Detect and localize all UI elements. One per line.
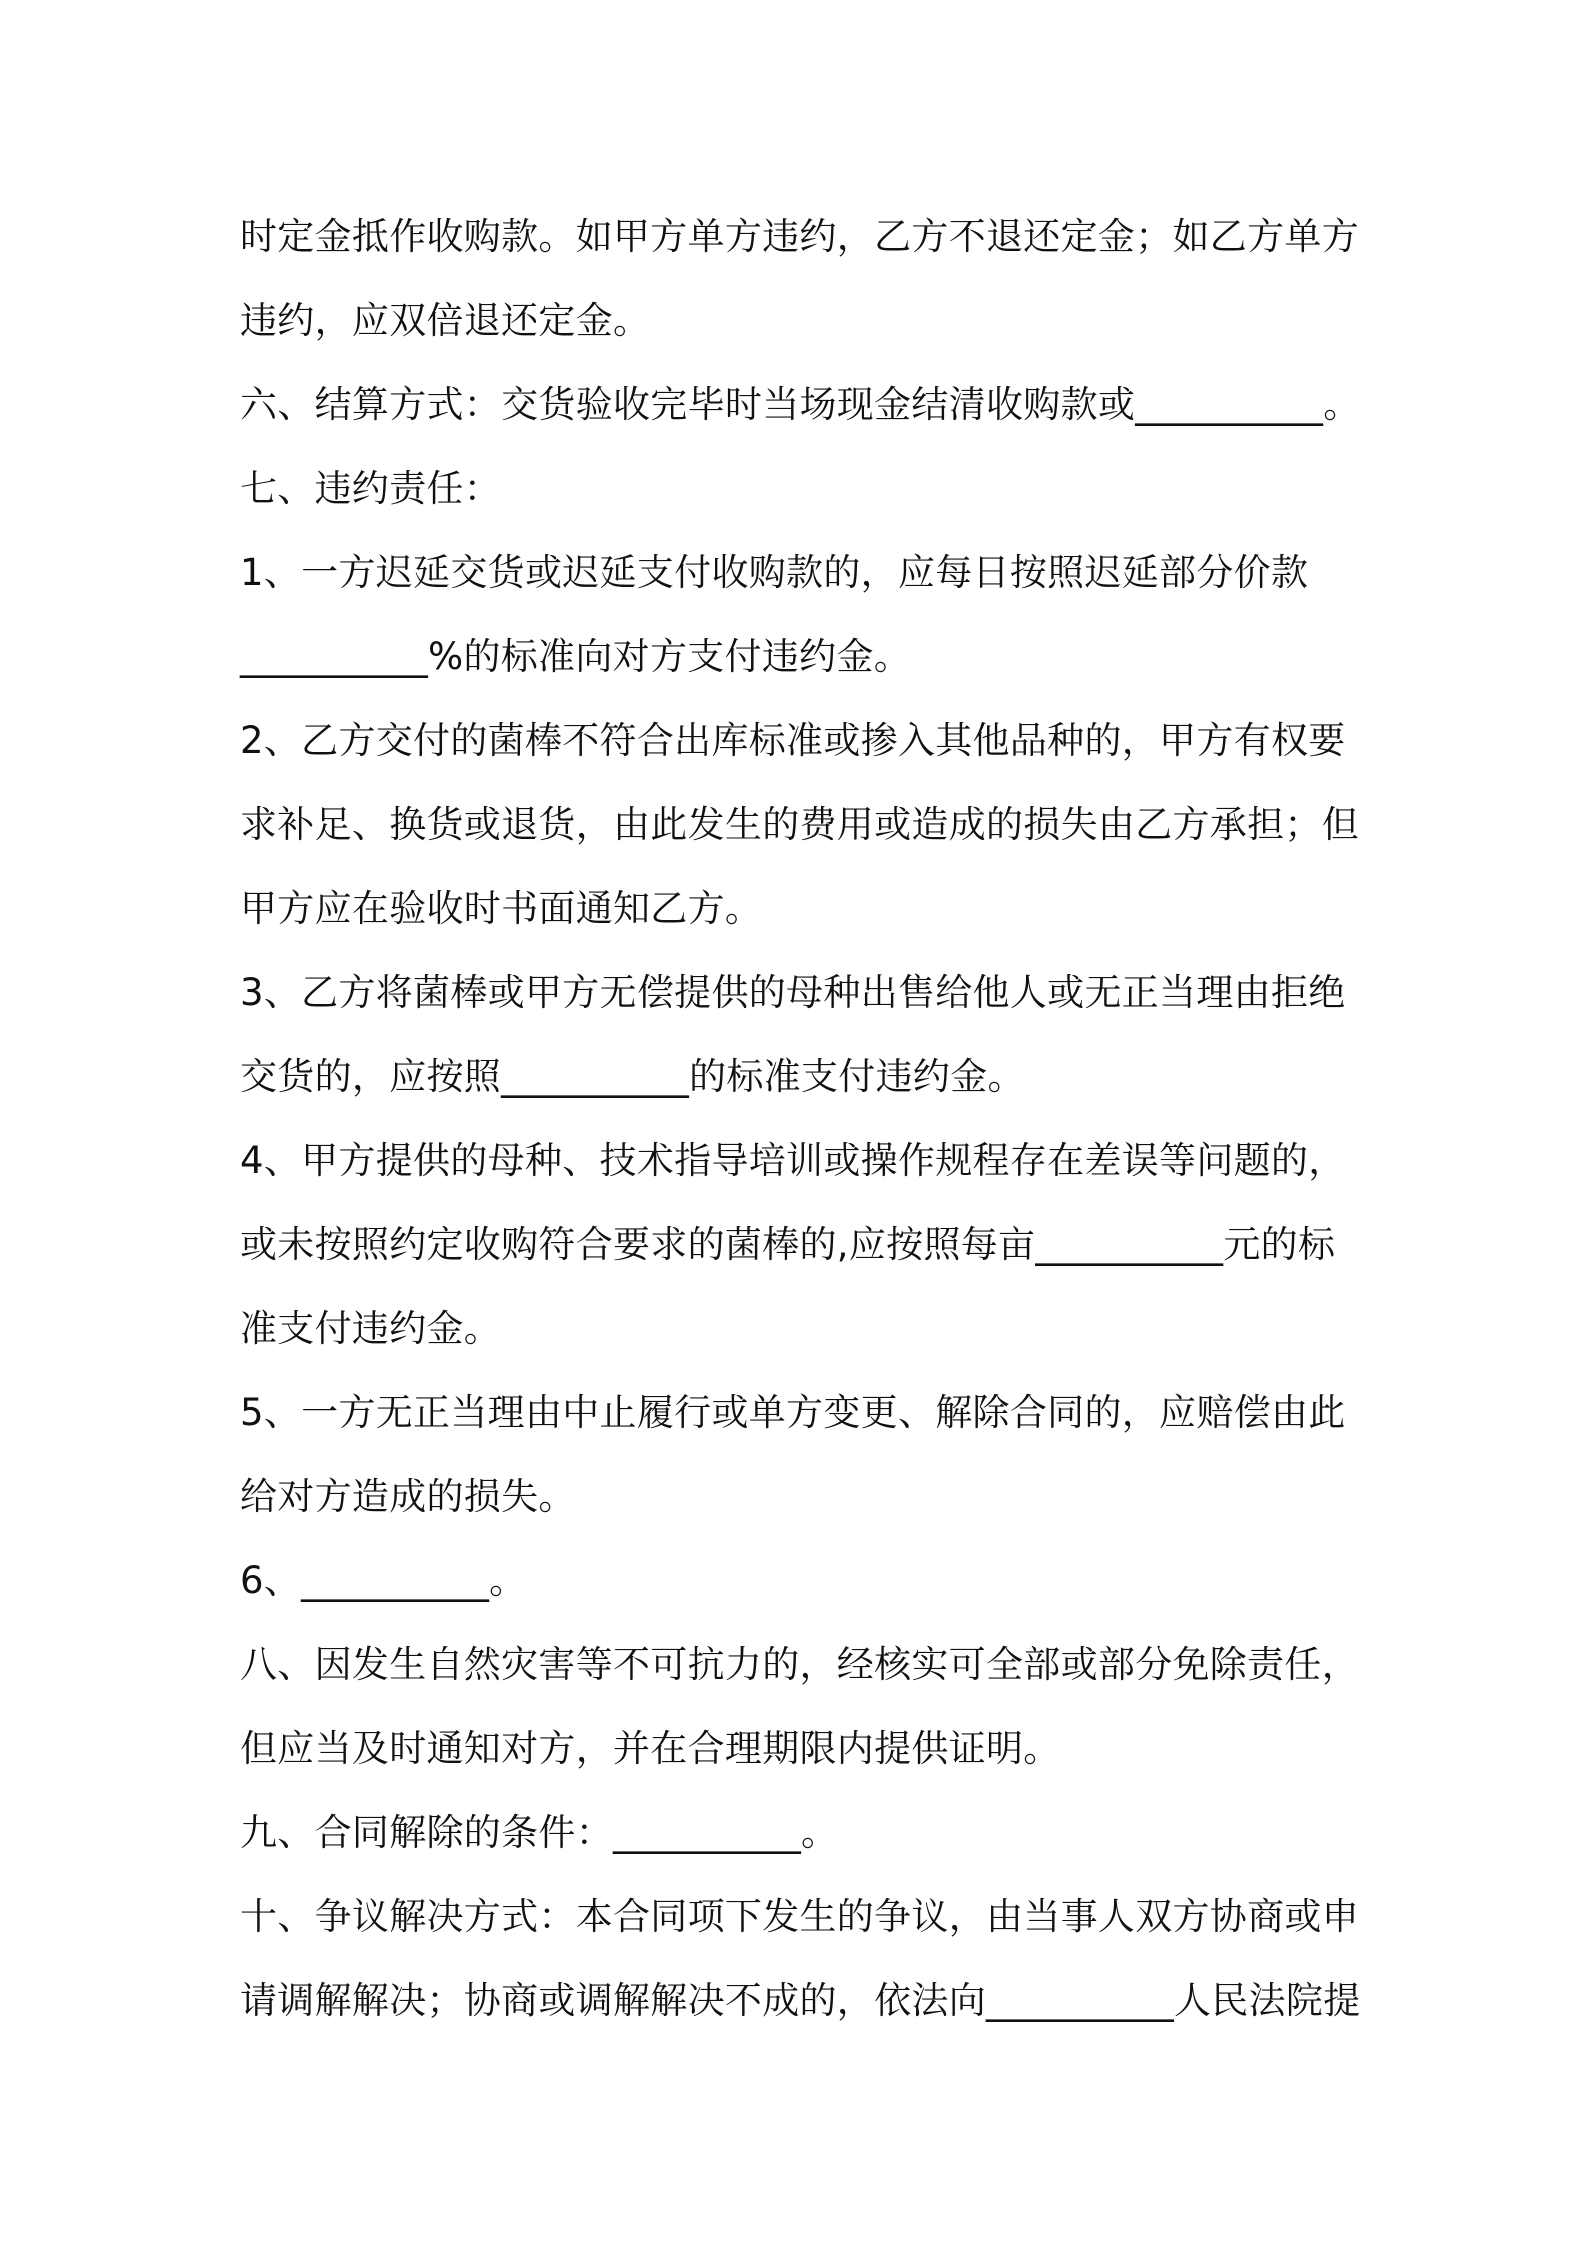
section-dispute: 十、争议解决方式：本合同项下发生的争议，由当事人双方协商或申: [240, 1895, 1359, 1938]
clause-1: 1、一方迟延交货或迟延支付收购款的，应每日按照迟延部分价款: [240, 551, 1309, 594]
clause-2: 2、乙方交付的菌棒不符合出库标准或掺入其他品种的，甲方有权要: [240, 719, 1346, 762]
clause-1-cont: __________%的标准向对方支付违约金。: [240, 635, 912, 678]
clause-5: 5、一方无正当理由中止履行或单方变更、解除合同的，应赔偿由此: [240, 1391, 1346, 1434]
clause-5-cont: 给对方造成的损失。: [240, 1475, 576, 1518]
clause-2-cont: 甲方应在验收时书面通知乙方。: [240, 887, 763, 930]
section-breach-heading: 七、违约责任：: [240, 467, 502, 510]
clause-4: 4、甲方提供的母种、技术指导培训或操作规程存在差误等问题的，: [240, 1139, 1346, 1182]
section-force-majeure-cont: 但应当及时通知对方，并在合理期限内提供证明。: [240, 1727, 1061, 1770]
text-line: 时定金抵作收购款。如甲方单方违约，乙方不退还定金；如乙方单方: [240, 215, 1359, 258]
clause-3: 3、乙方将菌棒或甲方无偿提供的母种出售给他人或无正当理由拒绝: [240, 971, 1346, 1014]
clause-6: 6、__________。: [240, 1559, 527, 1602]
document-body: [240, 195, 1360, 2043]
section-dispute-cont: 请调解解决；协商或调解解决不成的，依法向__________人民法院提: [240, 1979, 1361, 2022]
section-force-majeure: 八、因发生自然灾害等不可抗力的，经核实可全部或部分免除责任，: [240, 1643, 1359, 1686]
clause-4-cont: 准支付违约金。: [240, 1307, 502, 1350]
section-termination: 九、合同解除的条件：__________。: [240, 1811, 839, 1854]
clause-4-cont: 或未按照约定收购符合要求的菌棒的,应按照每亩__________元的标: [240, 1223, 1336, 1266]
clause-2-cont: 求补足、换货或退货，由此发生的费用或造成的损失由乙方承担；但: [240, 803, 1359, 846]
section-settlement: 六、结算方式：交货验收完毕时当场现金结清收购款或__________。: [240, 383, 1361, 426]
clause-3-cont: 交货的，应按照__________的标准支付违约金。: [240, 1055, 1025, 1098]
text-line: 违约，应双倍退还定金。: [240, 299, 651, 342]
